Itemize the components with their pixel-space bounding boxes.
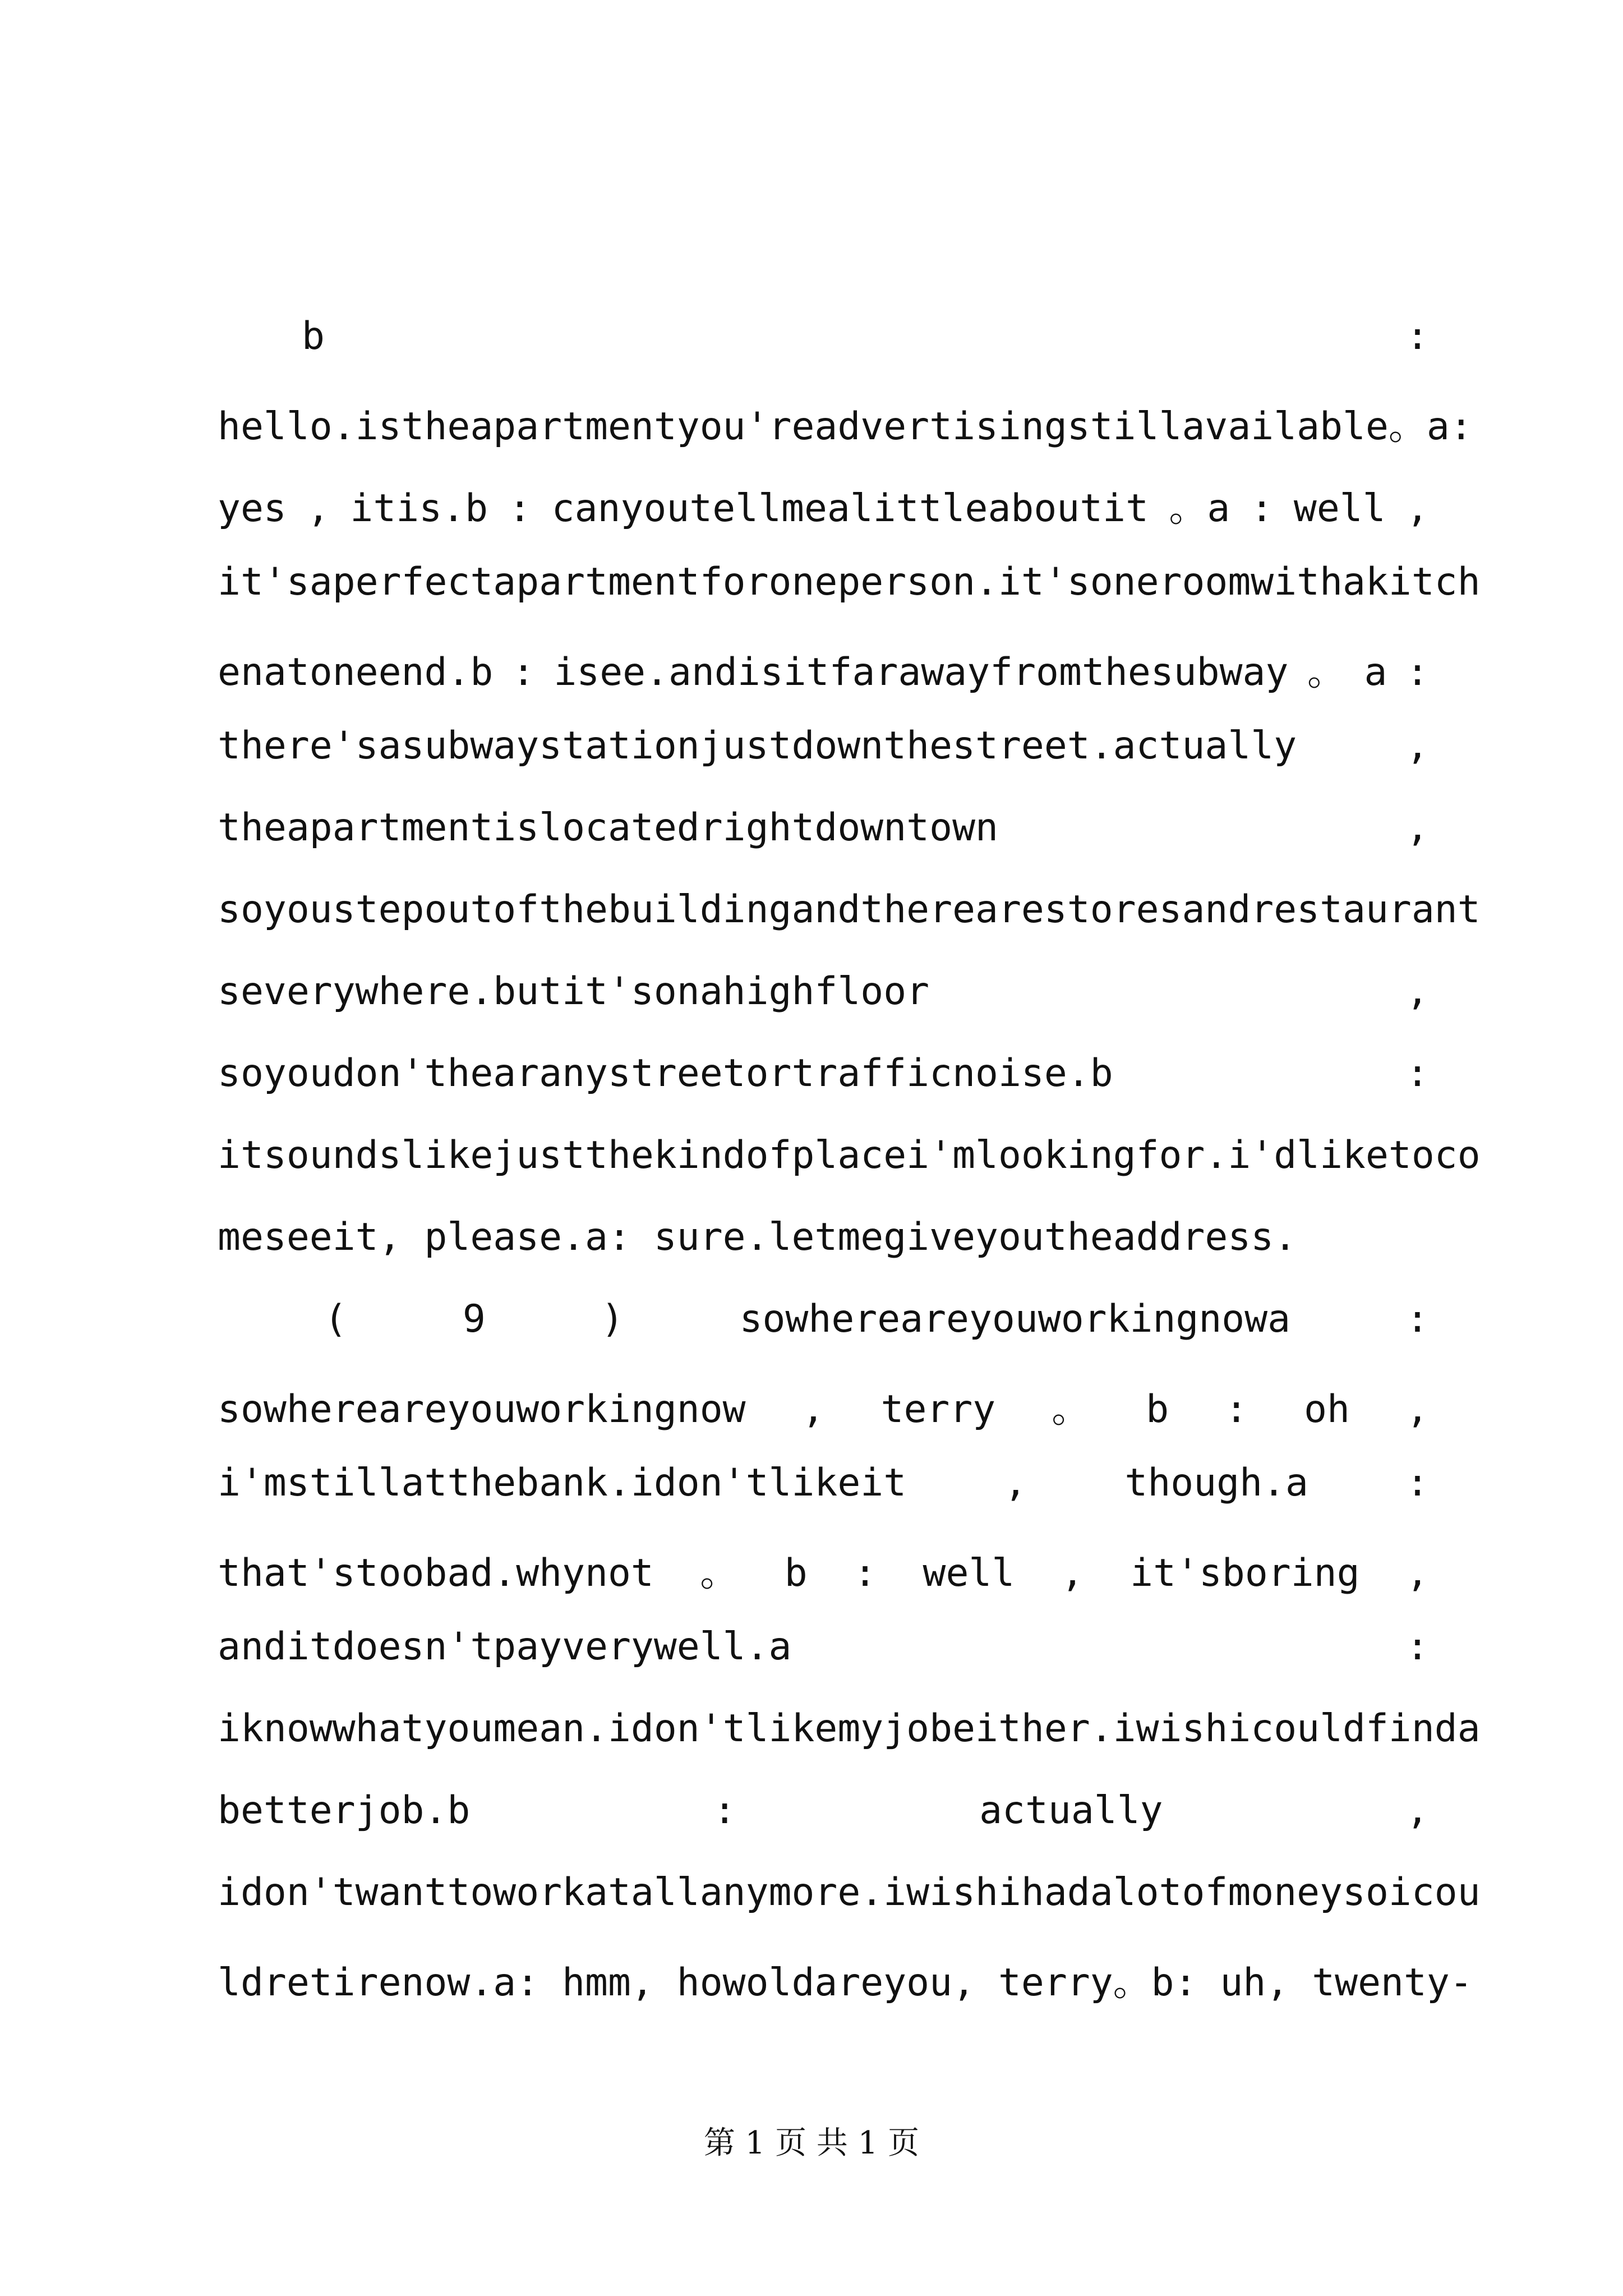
text-segment: itis.b (350, 486, 488, 531)
text-segment: , (1406, 969, 1429, 1014)
text-segment: : (1250, 486, 1274, 531)
text-segment: a (1364, 650, 1387, 694)
text-line (218, 887, 1481, 944)
text-segment: 。 (1052, 1387, 1090, 1432)
text-segment: sowhereareyouworkingnowa (739, 1297, 1291, 1341)
text-segment: canyoutellmealittleaboutit (551, 486, 1149, 531)
text-segment: : (1406, 314, 1429, 358)
text-line (218, 560, 1481, 616)
text-segment: hello.istheapartmentyou'readvertisingstillavailable (218, 404, 1389, 449)
text-segment: , (1406, 724, 1429, 768)
text-segment: , (1061, 1551, 1084, 1595)
text-line (218, 1133, 1481, 1189)
text-line (302, 314, 1429, 370)
text-segment: anditdoesn'tpayverywell.a (218, 1625, 792, 1669)
text-line (218, 642, 1429, 698)
text-segment: ( (324, 1297, 347, 1341)
text-segment: iknowwhatyoumean.idon'tlikemyjobeither.iwishicouldfinda (218, 1706, 1481, 1751)
text-segment: there'sasubwaystationjustdownthestreet.actually (218, 724, 1297, 768)
text-segment: enatoneend.b (218, 650, 494, 694)
text-segment: meseeit, please.a: sure.letmegiveyoutheaddress. (218, 1215, 1297, 1259)
text-segment: ) (601, 1297, 624, 1341)
text-line (218, 478, 1429, 534)
text-segment: : (1406, 650, 1429, 694)
text-segment: 9 (462, 1297, 486, 1341)
text-line (218, 1461, 1429, 1517)
text-line (218, 1625, 1429, 1681)
text-segment: betterjob.b (218, 1788, 471, 1833)
text-segment: isee.andisitfarawayfromthesubway (554, 650, 1289, 694)
text-segment: , (1405, 1551, 1429, 1595)
text-segment: soyoudon'thearanystreetortrafficnoise.b (218, 1051, 1113, 1096)
page-footer: 第 1 页 共 1 页 (703, 2125, 920, 2161)
text-segment: , (1406, 1788, 1429, 1833)
text-segment: ldretirenow.a: hmm, howoldareyou, terry。b: uh, twenty- (218, 1961, 1473, 2005)
text-segment: it'saperfectapartmentforoneperson.it'soneroomwithakitch (218, 560, 1481, 604)
text-segment: 。 (700, 1551, 739, 1595)
text-line (218, 1215, 1429, 1271)
text-segment: : (1406, 1297, 1429, 1341)
text-segment: 。 (1307, 650, 1345, 694)
text-segment: though.a (1124, 1461, 1308, 1505)
text-segment: : (1406, 1051, 1429, 1096)
text-segment: b (784, 1551, 808, 1595)
text-line (218, 1379, 1429, 1435)
text-line (218, 396, 1473, 452)
text-segment: : (511, 650, 535, 694)
text-segment: terry (880, 1387, 996, 1432)
text-segment: : (854, 1551, 877, 1595)
text-segment: , (1405, 486, 1429, 531)
text-line (218, 1870, 1481, 1926)
text-segment: severywhere.butit'sonahighfloor (218, 969, 930, 1014)
text-segment: theapartmentislocatedrightdowntown (218, 806, 998, 850)
text-segment: itsoundslikejustthekindofplacei'mlookingfor.i'dliketoco (218, 1133, 1481, 1177)
text-segment: actually (979, 1788, 1163, 1833)
text-segment: 。a (1169, 486, 1230, 531)
text-line (218, 1543, 1429, 1599)
text-segment: : (508, 486, 532, 531)
text-line (218, 724, 1429, 780)
text-segment: , (1004, 1461, 1027, 1505)
text-line (218, 1706, 1481, 1763)
text-segment: : (1406, 1461, 1429, 1505)
text-line (218, 1952, 1473, 2008)
text-segment: well (1293, 486, 1386, 531)
text-segment: : (713, 1788, 736, 1833)
text-segment: yes (218, 486, 287, 531)
text-line (218, 1788, 1429, 1844)
text-segment: idon'twanttoworkatallanymore.iwishihadalotofmoneysoicou (218, 1870, 1481, 1915)
text-segment: that'stoobad.whynot (218, 1551, 654, 1595)
text-segment: i'mstillatthebank.idon'tlikeit (218, 1461, 907, 1505)
text-segment: well (923, 1551, 1015, 1595)
text-segment: sowhereareyouworkingnow (218, 1387, 746, 1432)
text-segment: it'sboring (1130, 1551, 1360, 1595)
text-segment: , (1405, 1387, 1429, 1432)
text-segment: soyoustepoutofthebuildingandtherearestoresandrestaurant (218, 887, 1481, 932)
text-segment: : (1406, 1625, 1429, 1669)
text-line (218, 806, 1429, 862)
text-segment: 。a: (1388, 404, 1473, 449)
text-line (218, 1051, 1429, 1107)
text-segment: , (307, 486, 330, 531)
text-segment: b (302, 314, 325, 358)
text-line (324, 1297, 1429, 1353)
text-segment: , (1406, 806, 1429, 850)
text-segment: : (1225, 1387, 1248, 1432)
text-segment: b (1146, 1387, 1169, 1432)
text-segment: oh (1304, 1387, 1350, 1432)
text-segment: , (801, 1387, 825, 1432)
text-line (218, 969, 1429, 1025)
